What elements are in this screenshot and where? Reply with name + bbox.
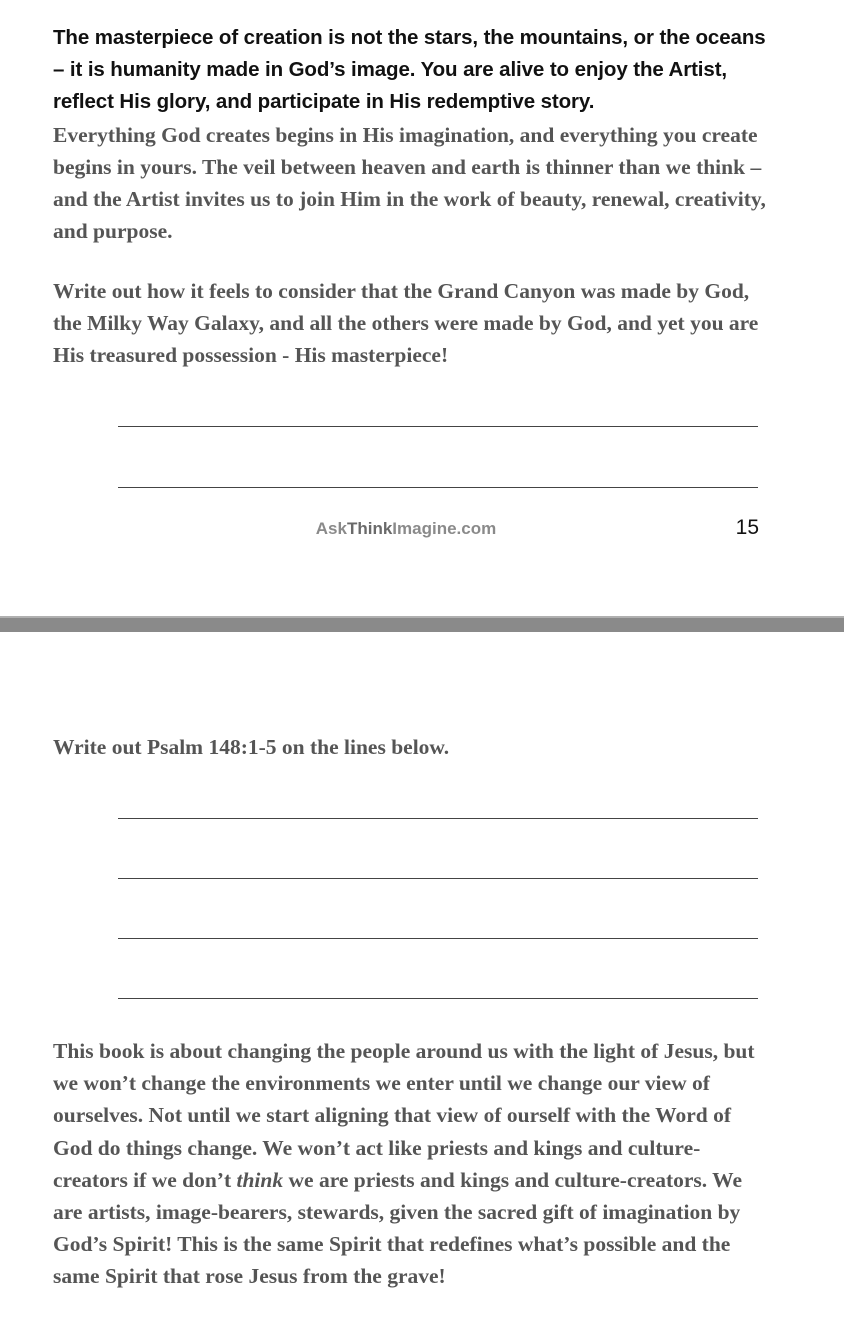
closing-emphasis: think bbox=[236, 1167, 284, 1192]
page-number: 15 bbox=[735, 516, 759, 539]
intro-bold-statement: The masterpiece of creation is not the stars, the mountains, or the oceans – it is humanity made in God’s image. You are alive to enjoy the Artist, reflect His glory, and participate in His redemptive story. bbox=[53, 26, 766, 114]
site-think: Think bbox=[346, 519, 393, 538]
closing-text-2: we are priests and kings and culture-creators. We are artists, image-bearers, stewards, given the sacred gift of imagination by God’s Spirit! This is the same Spirit that redefines what’s possible and the same Spirit that rose Jesus from the grave! bbox=[53, 1167, 742, 1289]
psalm-line-1[interactable] bbox=[118, 818, 758, 819]
intro-paragraph bbox=[53, 22, 773, 247]
writing-line-2[interactable] bbox=[118, 487, 758, 488]
intro-continuation: Everything God creates begins in His imagination, and everything you create begins in yours. The veil between heaven and earth is thinner than we think – and the Artist invites us to join Him in the work of beauty, renewal, creativity, and purpose. bbox=[53, 122, 766, 244]
page-16 bbox=[0, 632, 844, 1344]
closing-paragraph bbox=[53, 1035, 769, 1293]
site-ask: Ask bbox=[315, 519, 347, 538]
page-15 bbox=[0, 0, 844, 616]
writing-line-1[interactable] bbox=[118, 426, 758, 427]
site-imagine: Imagine.com bbox=[392, 519, 497, 538]
footer-website bbox=[0, 519, 812, 539]
closing-text-1: This book is about changing the people around us with the light of Jesus, but we won’t change the environments we enter until we change our view of ourselves. Not until we start aligning that view of ourself with the Word of God do things change. We won’t act like priests and kings and culture-creators if we don’t bbox=[53, 1039, 755, 1192]
reflection-prompt: Write out how it feels to consider that the Grand Canyon was made by God, the Milky Way Galaxy, and all the others were made by God, and yet you are His treasured possession - His masterpiece! bbox=[53, 279, 759, 368]
psalm-line-2[interactable] bbox=[118, 878, 758, 879]
page-divider bbox=[0, 616, 844, 632]
psalm-line-3[interactable] bbox=[118, 938, 758, 939]
psalm-line-4[interactable] bbox=[118, 998, 758, 999]
psalm-prompt: Write out Psalm 148:1-5 on the lines below. bbox=[53, 735, 450, 759]
